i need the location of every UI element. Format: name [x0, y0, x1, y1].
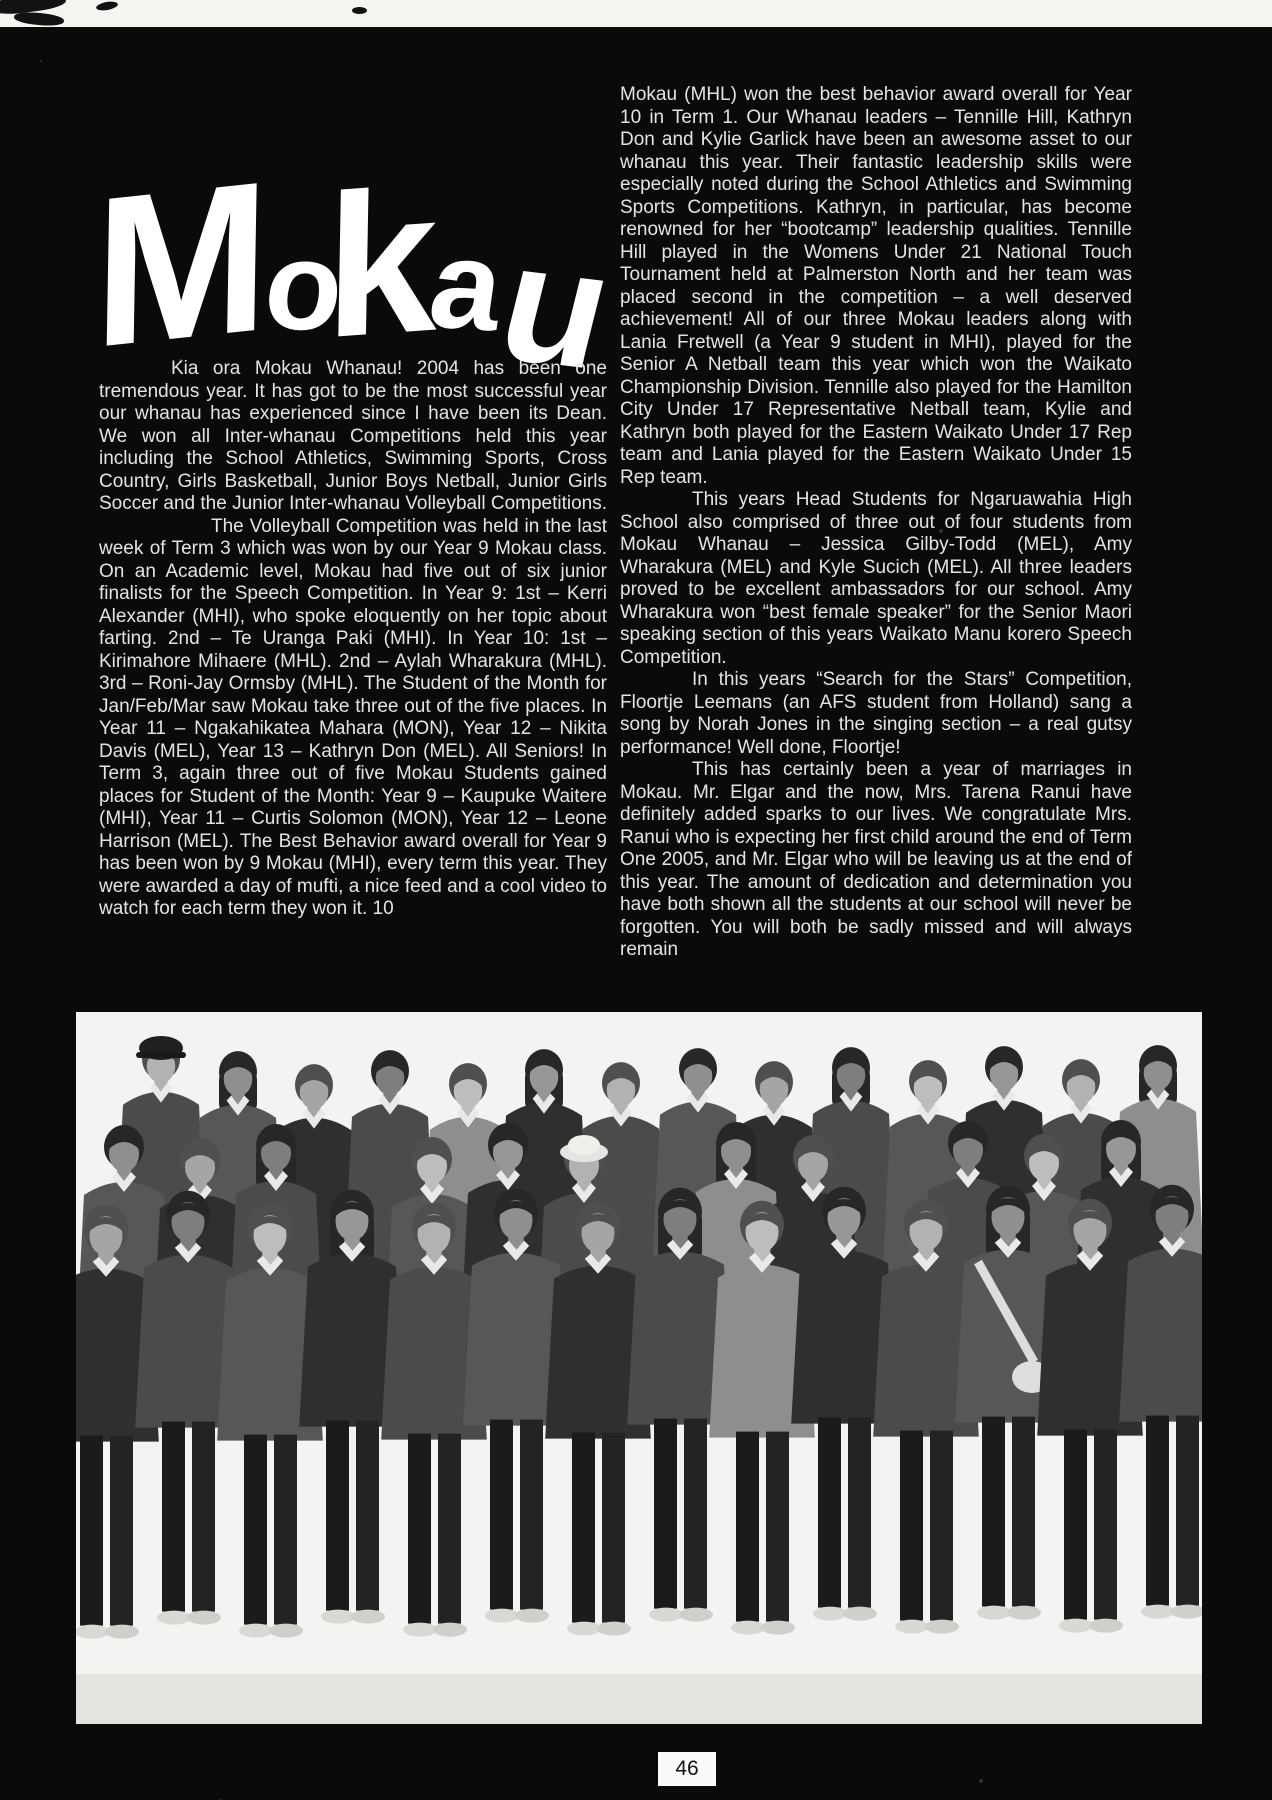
- title-letter: o: [256, 213, 348, 358]
- paragraph: Kia ora Mokau Whanau! 2004 has been one tremendous year. It has got to be the most successful year our whanau has experienced since I have been its Dean. We won all Inter-whanau Competitions held this year including the School Athletics, Swimming Sports, Cross Country, Girls Basketball, Junior Boys Netball, Junior Girls Soccer and the Junior Inter-whanau Volleyball Competitions.: [99, 358, 608, 514]
- title-letter: k: [323, 146, 436, 381]
- scan-dust: [40, 60, 42, 62]
- title-letter: u: [482, 207, 627, 404]
- paragraph: This has certainly been a year of marriages in Mokau. Mr. Elgar and the now, Mrs. Tarena Ranui have definitely added sparks to our lives. We congratulate Mrs. Ranui who is expecting her first child around the end of Term One 2005, and Mr. Elgar who will be leaving us at the end of this year. The amount of dedication and determination you have both shown all the students at our school will never be forgotten. You will both be sadly missed and will always remain: [620, 759, 1132, 960]
- group-photo: [76, 1012, 1202, 1724]
- paragraph: This years Head Students for Ngaruawahia High School also comprised of three out of four students from Mokau Whanau – Jessica Gilby-Todd (MEL), Amy Wharakura (MEL) and Kyle Sucich (MEL). All three leaders proved to be excellent ambassadors for our school. Amy Wharakura won “best female speaker” for the Senior Maori speaking section of this years Waikato Manu korero Speech Competition.: [620, 489, 1132, 668]
- left-column: [99, 358, 607, 921]
- title-letter: a: [421, 212, 508, 357]
- scan-artifact: [352, 7, 367, 14]
- right-column: [620, 84, 1132, 962]
- page-number-value: 46: [675, 1757, 699, 1780]
- page-number: [658, 1752, 716, 1786]
- scan-artifact: [14, 11, 65, 27]
- paragraph: In this years “Search for the Stars” Competition, Floortje Leemans (an AFS student from Holland) sang a song by Norah Jones in the singing section – a real gutsy performance! Well done, Floortje!: [620, 669, 1132, 758]
- page-title: [87, 39, 627, 404]
- paragraph: The Volleyball Competition was held in the last week of Term 3 which was won by our Year 9 Mokau class. On an Academic level, Mokau had five out of six junior finalists for the Speech Competition. In Year 9: 1st – Kerri Alexander (MHI), who spoke eloquently on her topic about farting. 2nd – Te Uranga Paki (MHI). In Year 10: 1st – Kirimahore Mihaere (MHL). 2nd – Aylah Wharakura (MHL). 3rd – Roni-Jay Ormsby (MHL). The Student of the Month for Jan/Feb/Mar saw Mokau take three out of the five places. In Year 11 – Ngakahikatea Mahara (MON), Year 12 – Nikita Davis (MEL), Year 13 – Kathryn Don (MEL). All Seniors! In Term 3, again three out of five Mokau Students gained places for Student of the Month: Year 9 – Kaupuke Waitere (MHI), Year 11 – Curtis Solomon (MON), Year 12 – Leone Harrison (MEL). The Best Behavior award overall for Year 9 has been won by 9 Mokau (MHI), every term this year. They were awarded a day of mufti, a nice feed and a cool video to watch for each term they won it. 10: [99, 515, 607, 919]
- scan-artifact: [95, 0, 118, 12]
- scan-edge-top: [0, 0, 1272, 27]
- title-letter: M: [91, 135, 268, 393]
- paragraph: Mokau (MHL) won the best behavior award overall for Year 10 in Term 1. Our Whanau leaders – Tennille Hill, Kathryn Don and Kylie Garlick have been an awesome asset to our whanau this year. Their fantastic leadership skills were especially noted during the School Athletics and Swimming Sports Competitions. Kathryn, in particular, has become renowned for her “bootcamp” leadership qualities. Tennille Hill played in the Womens Under 21 National Touch Tournament held at Palmerston North and her team was placed second in the competition – a well deserved achievement! All of our three Mokau leaders along with Lania Fretwell (a Year 9 student in MHI), played for the Senior A Netball team this year which won the Waikato Championship Division. Tennille also played for the Hamilton City Under 17 Representative Netball team, Kylie and Kathryn both played for the Eastern Waikato Under 17 Rep team and Lania played for the Eastern Waikato Under 15 Rep team.: [620, 84, 1132, 488]
